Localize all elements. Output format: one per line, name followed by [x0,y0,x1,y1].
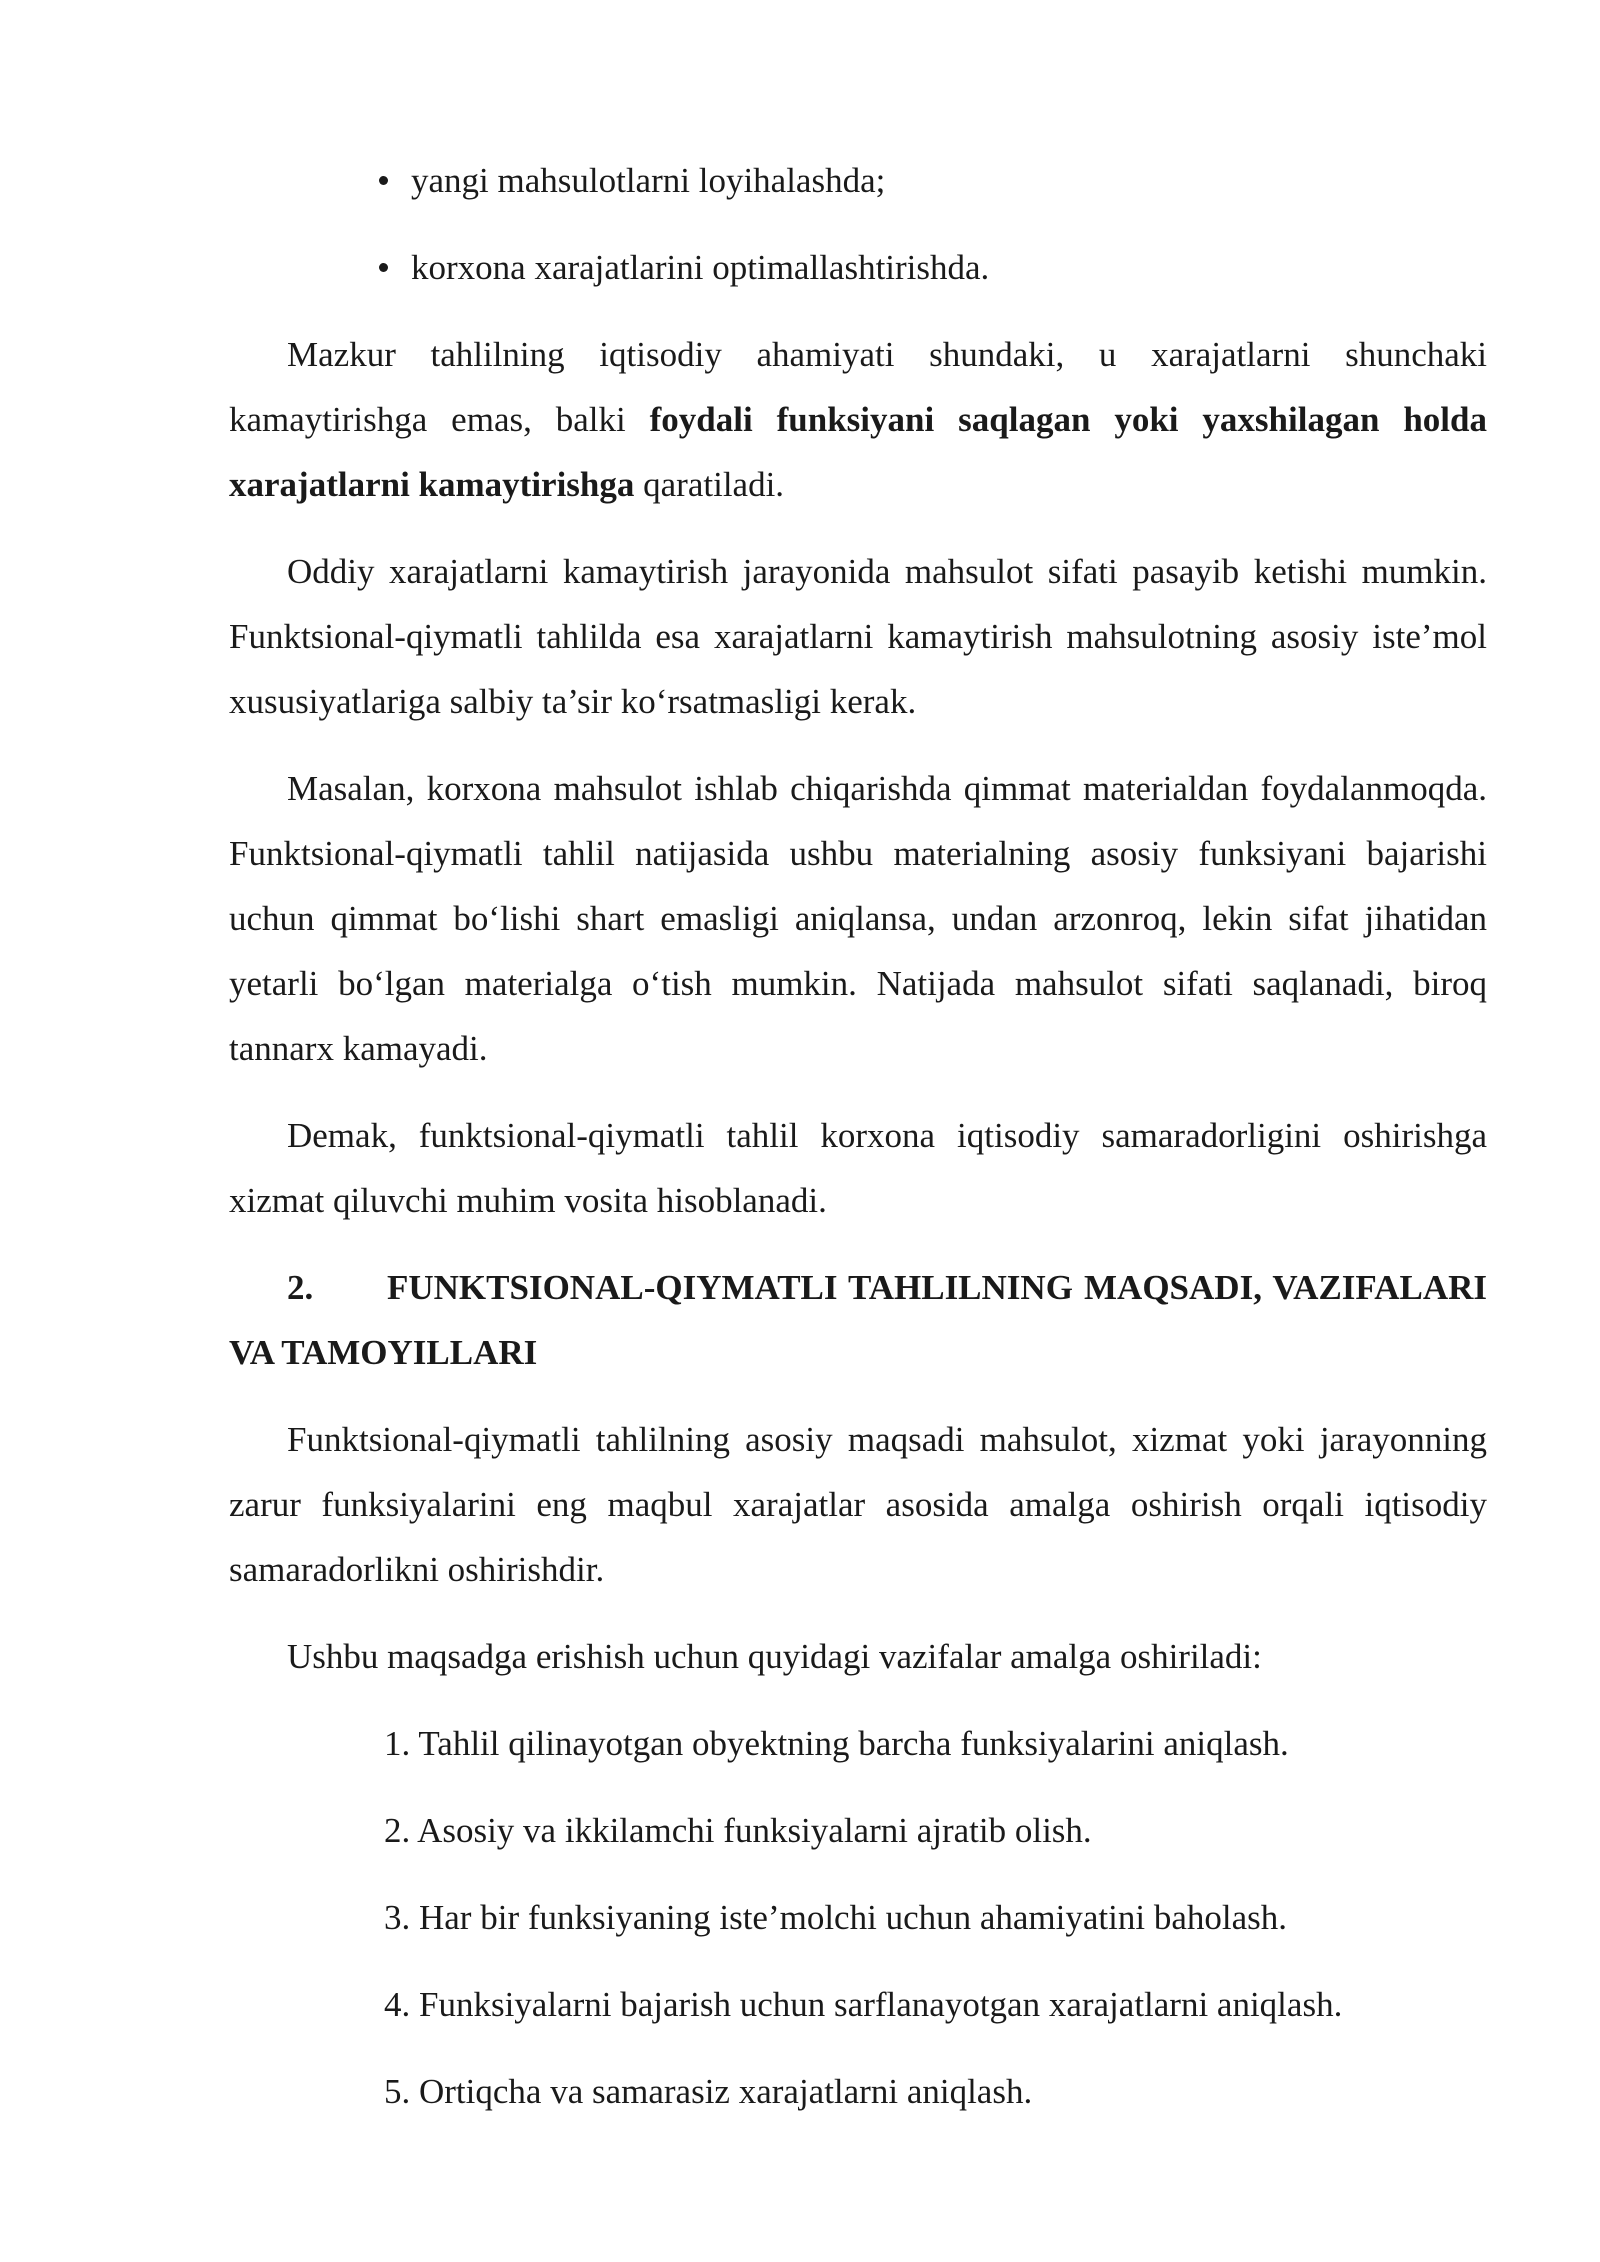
paragraph-example: Masalan, korxona mahsulot ishlab chiqarishda qimmat materialdan foydalanmoqda. Funktsional-qiymatli tahlil natijasida ushbu materialning asosiy funksiyani bajarishi uchun qimmat boʻlishi shart emasligi aniqlansa, undan arzonroq, lekin sifat jihatidan yetarli boʻlgan materialga oʻtish mumkin. Natijada mahsulot sifati saqlanadi, biroq tannarx kamayadi. [229,769,1487,1068]
bullet-icon [379,176,388,185]
list-item: 2. Asosiy va ikkilamchi funksiyalarni ajratib olish. [384,1811,1092,1850]
bullet-list [229,148,1487,300]
paragraph-significance [229,322,1487,517]
emphasis-text: foydali funksiyani saqlagan yoki yaxshilagan holda xarajatlarni kamaytirishga [229,400,1487,504]
list-item: 1. Tahlil qilinayotgan obyektning barcha funksiyalarini aniqlash. [384,1724,1289,1763]
list-item [379,148,1487,213]
paragraph-tasks-intro: Ushbu maqsadga erishish uchun quyidagi vazifalar amalga oshiriladi: [287,1637,1262,1676]
tasks-list [229,1711,1487,2124]
list-item: 3. Har bir funksiyaning iste’molchi uchun ahamiyatini baholash. [384,1898,1287,1937]
paragraph-text: qaratiladi. [634,465,785,504]
paragraph-goal: Funktsional-qiymatli tahlilning asosiy maqsadi mahsulot, xizmat yoki jarayonning zarur funksiyalarini eng maqbul xarajatlar asosida amalga oshirish orqali iqtisodiy samaradorlikni oshirishdir. [229,1420,1487,1589]
list-item [379,235,1487,300]
bullet-text: korxona xarajatlarini optimallashtirishda. [411,248,990,287]
paragraph-conclusion: Demak, funktsional-qiymatli tahlil korxona iqtisodiy samaradorligini oshirishga xizmat qiluvchi muhim vosita hisoblanadi. [229,1116,1487,1220]
section-number: 2. [287,1268,314,1307]
document-page [229,148,1487,2146]
paragraph-quality: Oddiy xarajatlarni kamaytirish jarayonida mahsulot sifati pasayib ketishi mumkin. Funktsional-qiymatli tahlilda esa xarajatlarni kamaytirish mahsulotning asosiy iste’mol xususiyatlariga salbiy ta’sir koʻrsatmasligi kerak. [229,552,1487,721]
section-heading [229,1255,1487,1385]
bullet-text: yangi mahsulotlarni loyihalashda; [411,161,886,200]
bullet-icon [379,263,388,272]
paragraph-text: Mazkur tahlilning iqtisodiy ahamiyati shundaki, u xarajatlarni shunchaki kamaytirishga emas, balki [229,335,1487,439]
list-item: 5. Ortiqcha va samarasiz xarajatlarni aniqlash. [384,2072,1033,2111]
list-item: 4. Funksiyalarni bajarish uchun sarflanayotgan xarajatlarni aniqlash. [384,1985,1343,2024]
section-title: FUNKTSIONAL-QIYMATLI TAHLILNING MAQSADI, VAZIFALARI VA TAMOYILLARI [229,1268,1487,1372]
